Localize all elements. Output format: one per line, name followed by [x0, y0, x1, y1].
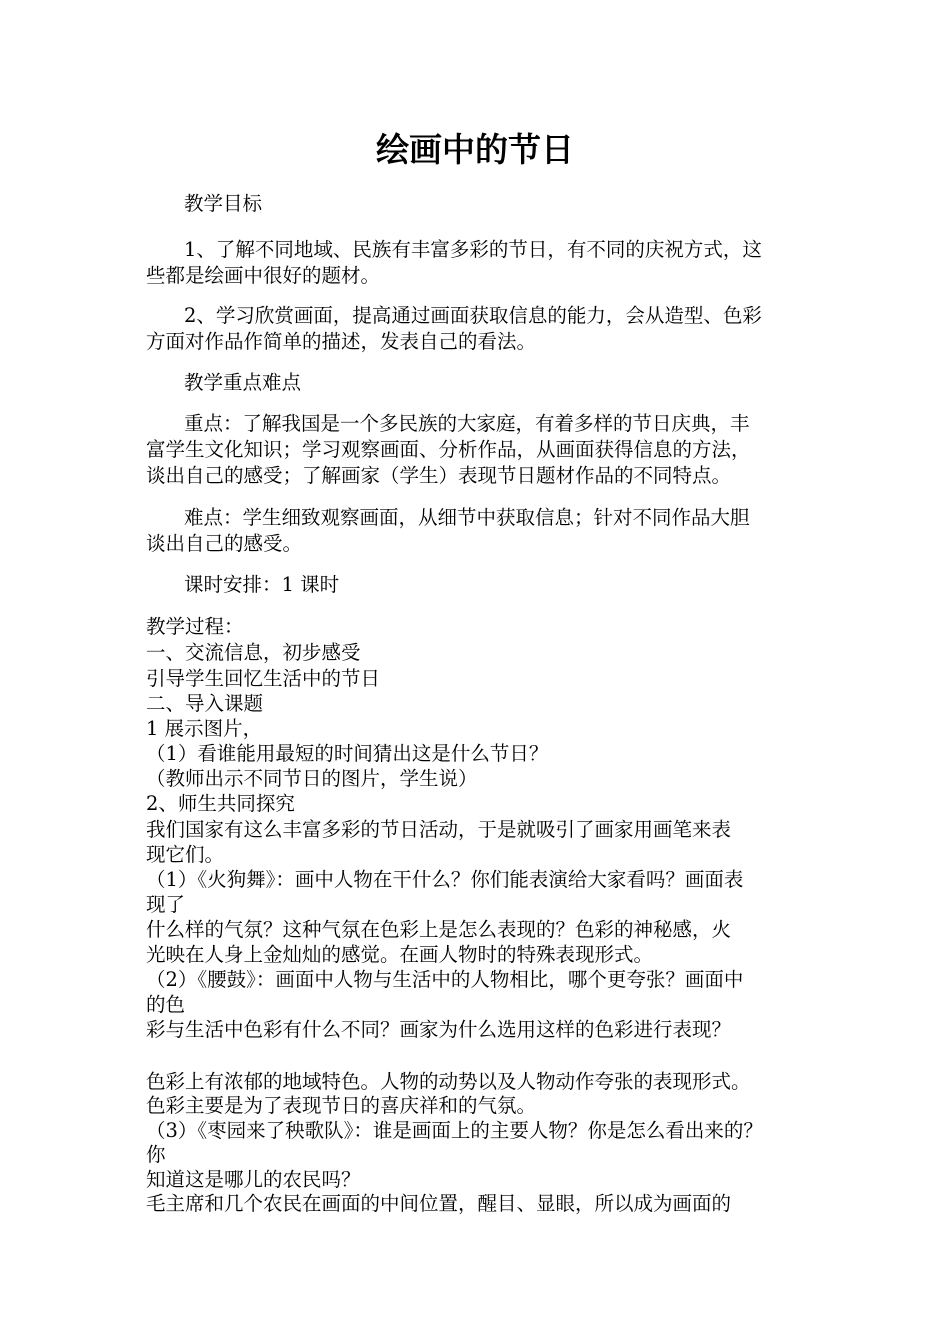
paragraph-line: 2、师生共同探究: [146, 792, 295, 815]
paragraph-line: 难点：学生细致观察画面，从细节中获取信息；针对不同作品大胆: [184, 506, 750, 529]
section-heading-key-points: 教学重点难点: [184, 371, 302, 394]
paragraph-line: 谈出自己的感受；了解画家（学生）表现节日题材作品的不同特点。: [146, 464, 732, 487]
section-heading-objectives: 教学目标: [184, 192, 263, 215]
paragraph-line: 谈出自己的感受。: [146, 532, 303, 555]
paragraph-line: 2、学习欣赏画面，提高通过画面获取信息的能力，会从造型、色彩: [184, 304, 762, 327]
paragraph-line: 引导学生回忆生活中的节日: [146, 667, 381, 690]
paragraph-line: （2）《腰鼓》：画面中人物与生活中的人物相比，哪个更夸张？画面中: [146, 968, 744, 991]
paragraph-line: （3）《枣园来了秧歌队》：谁是画面上的主要人物？你是怎么看出来的？: [146, 1119, 763, 1142]
paragraph-line: 二、导入课题: [146, 692, 264, 715]
paragraph-line: 现了: [146, 893, 186, 916]
paragraph-line: 色彩主要是为了表现节日的喜庆祥和的气氛。: [146, 1094, 537, 1117]
paragraph-line: 重点：了解我国是一个多民族的大家庭，有着多样的节日庆典，丰: [184, 412, 750, 435]
paragraph-line: 一、交流信息，初步感受: [146, 641, 361, 664]
paragraph-line: （1）《火狗舞》：画中人物在干什么？你们能表演给大家看吗？画面表: [146, 868, 744, 891]
paragraph-line: 的色: [146, 993, 186, 1016]
document-title: 绘画中的节日: [376, 130, 574, 169]
paragraph-line: 知道这是哪儿的农民吗？: [146, 1168, 361, 1191]
paragraph-line: 色彩上有浓郁的地域特色。人物的动势以及人物动作夸张的表现形式。: [146, 1070, 751, 1093]
paragraph-line: 你: [146, 1143, 166, 1166]
section-heading-process: 教学过程：: [146, 615, 244, 638]
paragraph-line: 彩与生活中色彩有什么不同？画家为什么选用这样的色彩进行表现？: [146, 1018, 732, 1041]
paragraph-line: 富学生文化知识；学习观察画面、分析作品，从画面获得信息的方法，: [146, 438, 751, 461]
paragraph-line: 1 展示图片，: [146, 717, 263, 740]
paragraph-line: 方面对作品作简单的描述，发表自己的看法。: [146, 330, 537, 353]
paragraph-line: 什么样的气氛？这种气氛在色彩上是怎么表现的？色彩的神秘感，火: [146, 918, 732, 941]
paragraph-line: 现它们。: [146, 843, 225, 866]
paragraph-line: 我们国家有这么丰富多彩的节日活动，于是就吸引了画家用画笔来表: [146, 818, 732, 841]
paragraph-line: （教师出示不同节日的图片，学生说）: [146, 767, 478, 790]
paragraph-line: 1、了解不同地域、民族有丰富多彩的节日，有不同的庆祝方式，这: [184, 238, 762, 261]
paragraph-line: 些都是绘画中很好的题材。: [146, 264, 381, 287]
paragraph-line: 课时安排：1 课时: [184, 573, 340, 596]
paragraph-line: 光映在人身上金灿灿的感觉。在画人物时的特殊表现形式。: [146, 943, 654, 966]
paragraph-line: 毛主席和几个农民在画面的中间位置，醒目、显眼，所以成为画面的: [146, 1192, 732, 1215]
paragraph-line: （1）看谁能用最短的时间猜出这是什么节日？: [146, 742, 549, 765]
